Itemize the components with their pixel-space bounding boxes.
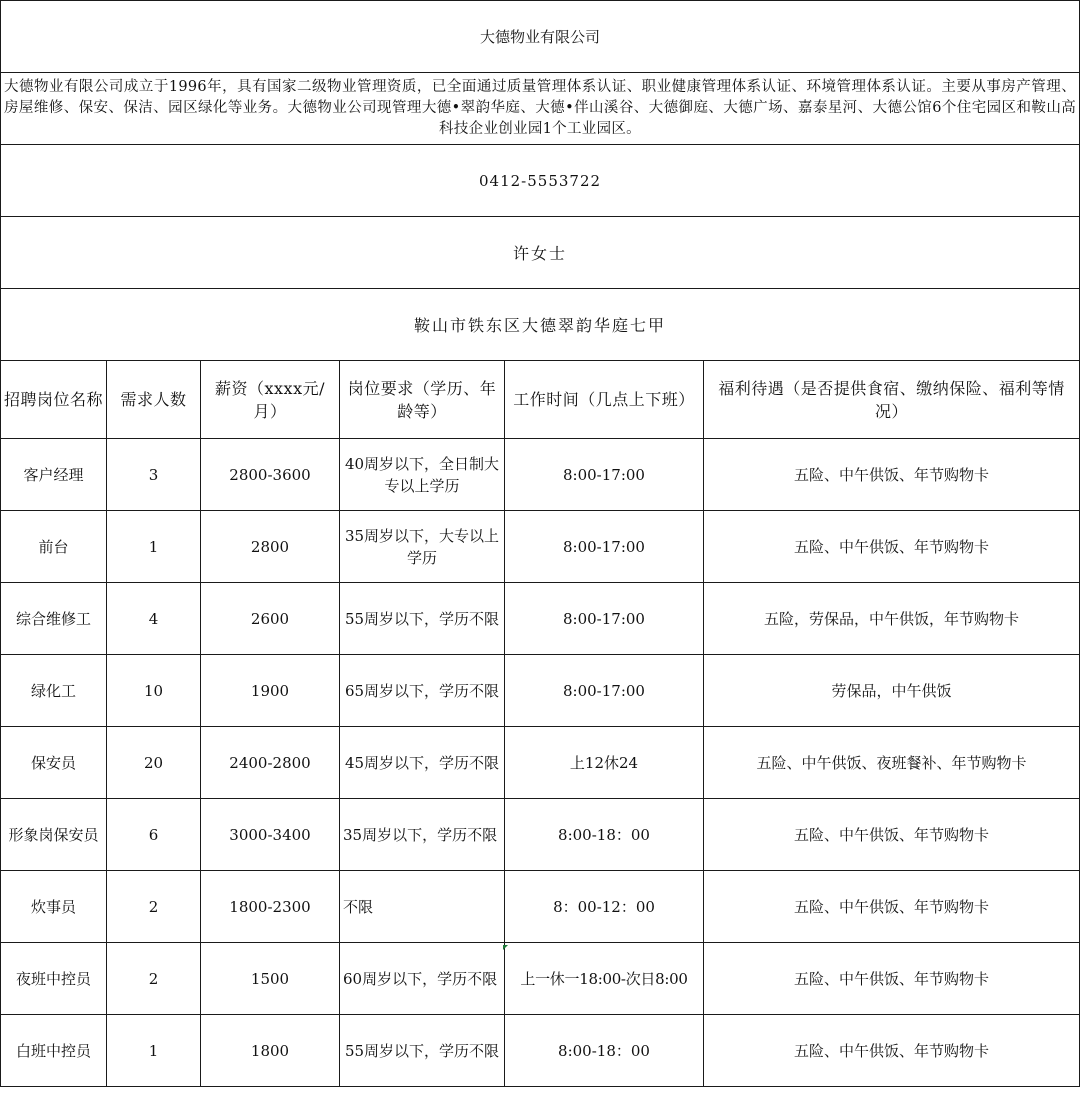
header-salary: 薪资（xxxx元/月） (201, 361, 340, 439)
benefits-cell: 五险、中午供饭、年节购物卡 (704, 439, 1080, 511)
position-cell: 形象岗保安员 (1, 799, 107, 871)
hours-cell: 8:00-17:00 (505, 439, 704, 511)
count-cell: 6 (107, 799, 201, 871)
salary-cell: 1800-2300 (201, 871, 340, 943)
hours-cell: 8:00-17:00 (505, 511, 704, 583)
benefits-cell: 劳保品，中午供饭 (704, 655, 1080, 727)
position-cell: 综合维修工 (1, 583, 107, 655)
contact-phone: 0412-5553722 (1, 145, 1080, 217)
count-cell: 1 (107, 511, 201, 583)
company-name-row (1, 1, 1080, 73)
requirement-cell: 45周岁以下，学历不限 (340, 727, 505, 799)
count-cell: 3 (107, 439, 201, 511)
benefits-cell: 五险、中午供饭、年节购物卡 (704, 943, 1080, 1015)
count-cell: 2 (107, 943, 201, 1015)
position-cell: 白班中控员 (1, 1015, 107, 1087)
salary-cell: 2800-3600 (201, 439, 340, 511)
salary-cell: 3000-3400 (201, 799, 340, 871)
table-row (1, 871, 1080, 943)
benefits-cell: 五险、中午供饭、年节购物卡 (704, 799, 1080, 871)
hours-cell: 上一休一18:00-次日8:00 (505, 943, 704, 1015)
count-cell: 10 (107, 655, 201, 727)
position-cell: 夜班中控员 (1, 943, 107, 1015)
contact-person: 许女士 (1, 217, 1080, 289)
benefits-cell: 五险，劳保品，中午供饭，年节购物卡 (704, 583, 1080, 655)
benefits-cell: 五险、中午供饭、年节购物卡 (704, 871, 1080, 943)
benefits-cell: 五险、中午供饭、年节购物卡 (704, 511, 1080, 583)
header-count: 需求人数 (107, 361, 201, 439)
count-cell: 20 (107, 727, 201, 799)
company-address: 鞍山市铁东区大德翠韵华庭七甲 (1, 289, 1080, 361)
requirement-cell: 不限 (340, 871, 505, 943)
requirement-cell: 35周岁以下，大专以上学历 (340, 511, 505, 583)
benefits-cell: 五险、中午供饭、年节购物卡 (704, 1015, 1080, 1087)
header-position: 招聘岗位名称 (1, 361, 107, 439)
count-cell: 2 (107, 871, 201, 943)
address-row (1, 289, 1080, 361)
hours-cell: 8：00-12：00 (505, 871, 704, 943)
requirement-cell: 55周岁以下，学历不限 (340, 583, 505, 655)
requirement-cell: 40周岁以下，全日制大专以上学历 (340, 439, 505, 511)
table-row (1, 727, 1080, 799)
table-row (1, 583, 1080, 655)
table-row (1, 655, 1080, 727)
table-header-row (1, 361, 1080, 439)
header-hours: 工作时间（几点上下班） (505, 361, 704, 439)
benefits-cell: 五险、中午供饭、夜班餐补、年节购物卡 (704, 727, 1080, 799)
requirement-cell: 65周岁以下，学历不限 (340, 655, 505, 727)
salary-cell: 1800 (201, 1015, 340, 1087)
salary-cell: 2800 (201, 511, 340, 583)
table-row (1, 1015, 1080, 1087)
table-row (1, 799, 1080, 871)
position-cell: 前台 (1, 511, 107, 583)
position-cell: 保安员 (1, 727, 107, 799)
salary-cell: 2400-2800 (201, 727, 340, 799)
header-requirement: 岗位要求（学历、年龄等） (340, 361, 505, 439)
company-intro-row (1, 73, 1080, 145)
company-intro: 大德物业有限公司成立于1996年，具有国家二级物业管理资质，已全面通过质量管理体系认证、职业健康管理体系认证、环境管理体系认证。主要从事房产管理、房屋维修、保安、保洁、园区绿化等业务。大德物业公司现管理大德•翠韵华庭、大德•伴山溪谷、大德御庭、大德广场、嘉泰星河、大德公馆6个住宅园区和鞍山高科技企业创业园1个工业园区。 (1, 73, 1080, 145)
company-name: 大德物业有限公司 (1, 1, 1080, 73)
requirement-cell: 55周岁以下，学历不限 (340, 1015, 505, 1087)
salary-cell: 1500 (201, 943, 340, 1015)
requirement-cell: 35周岁以下，学历不限 (340, 799, 505, 871)
hours-cell: 8:00-17:00 (505, 583, 704, 655)
hours-cell: 上12休24 (505, 727, 704, 799)
hours-cell: 8:00-18：00 (505, 1015, 704, 1087)
count-cell: 4 (107, 583, 201, 655)
table-row (1, 943, 1080, 1015)
requirement-cell: 60周岁以下，学历不限 (340, 943, 505, 1015)
phone-row (1, 145, 1080, 217)
cell-comment-marker (503, 945, 508, 950)
hours-cell: 8:00-18：00 (505, 799, 704, 871)
position-cell: 绿化工 (1, 655, 107, 727)
position-cell: 客户经理 (1, 439, 107, 511)
header-benefits: 福利待遇（是否提供食宿、缴纳保险、福利等情况） (704, 361, 1080, 439)
salary-cell: 1900 (201, 655, 340, 727)
count-cell: 1 (107, 1015, 201, 1087)
contact-row (1, 217, 1080, 289)
position-cell: 炊事员 (1, 871, 107, 943)
hours-cell: 8:00-17:00 (505, 655, 704, 727)
table-row (1, 439, 1080, 511)
salary-cell: 2600 (201, 583, 340, 655)
table-row (1, 511, 1080, 583)
